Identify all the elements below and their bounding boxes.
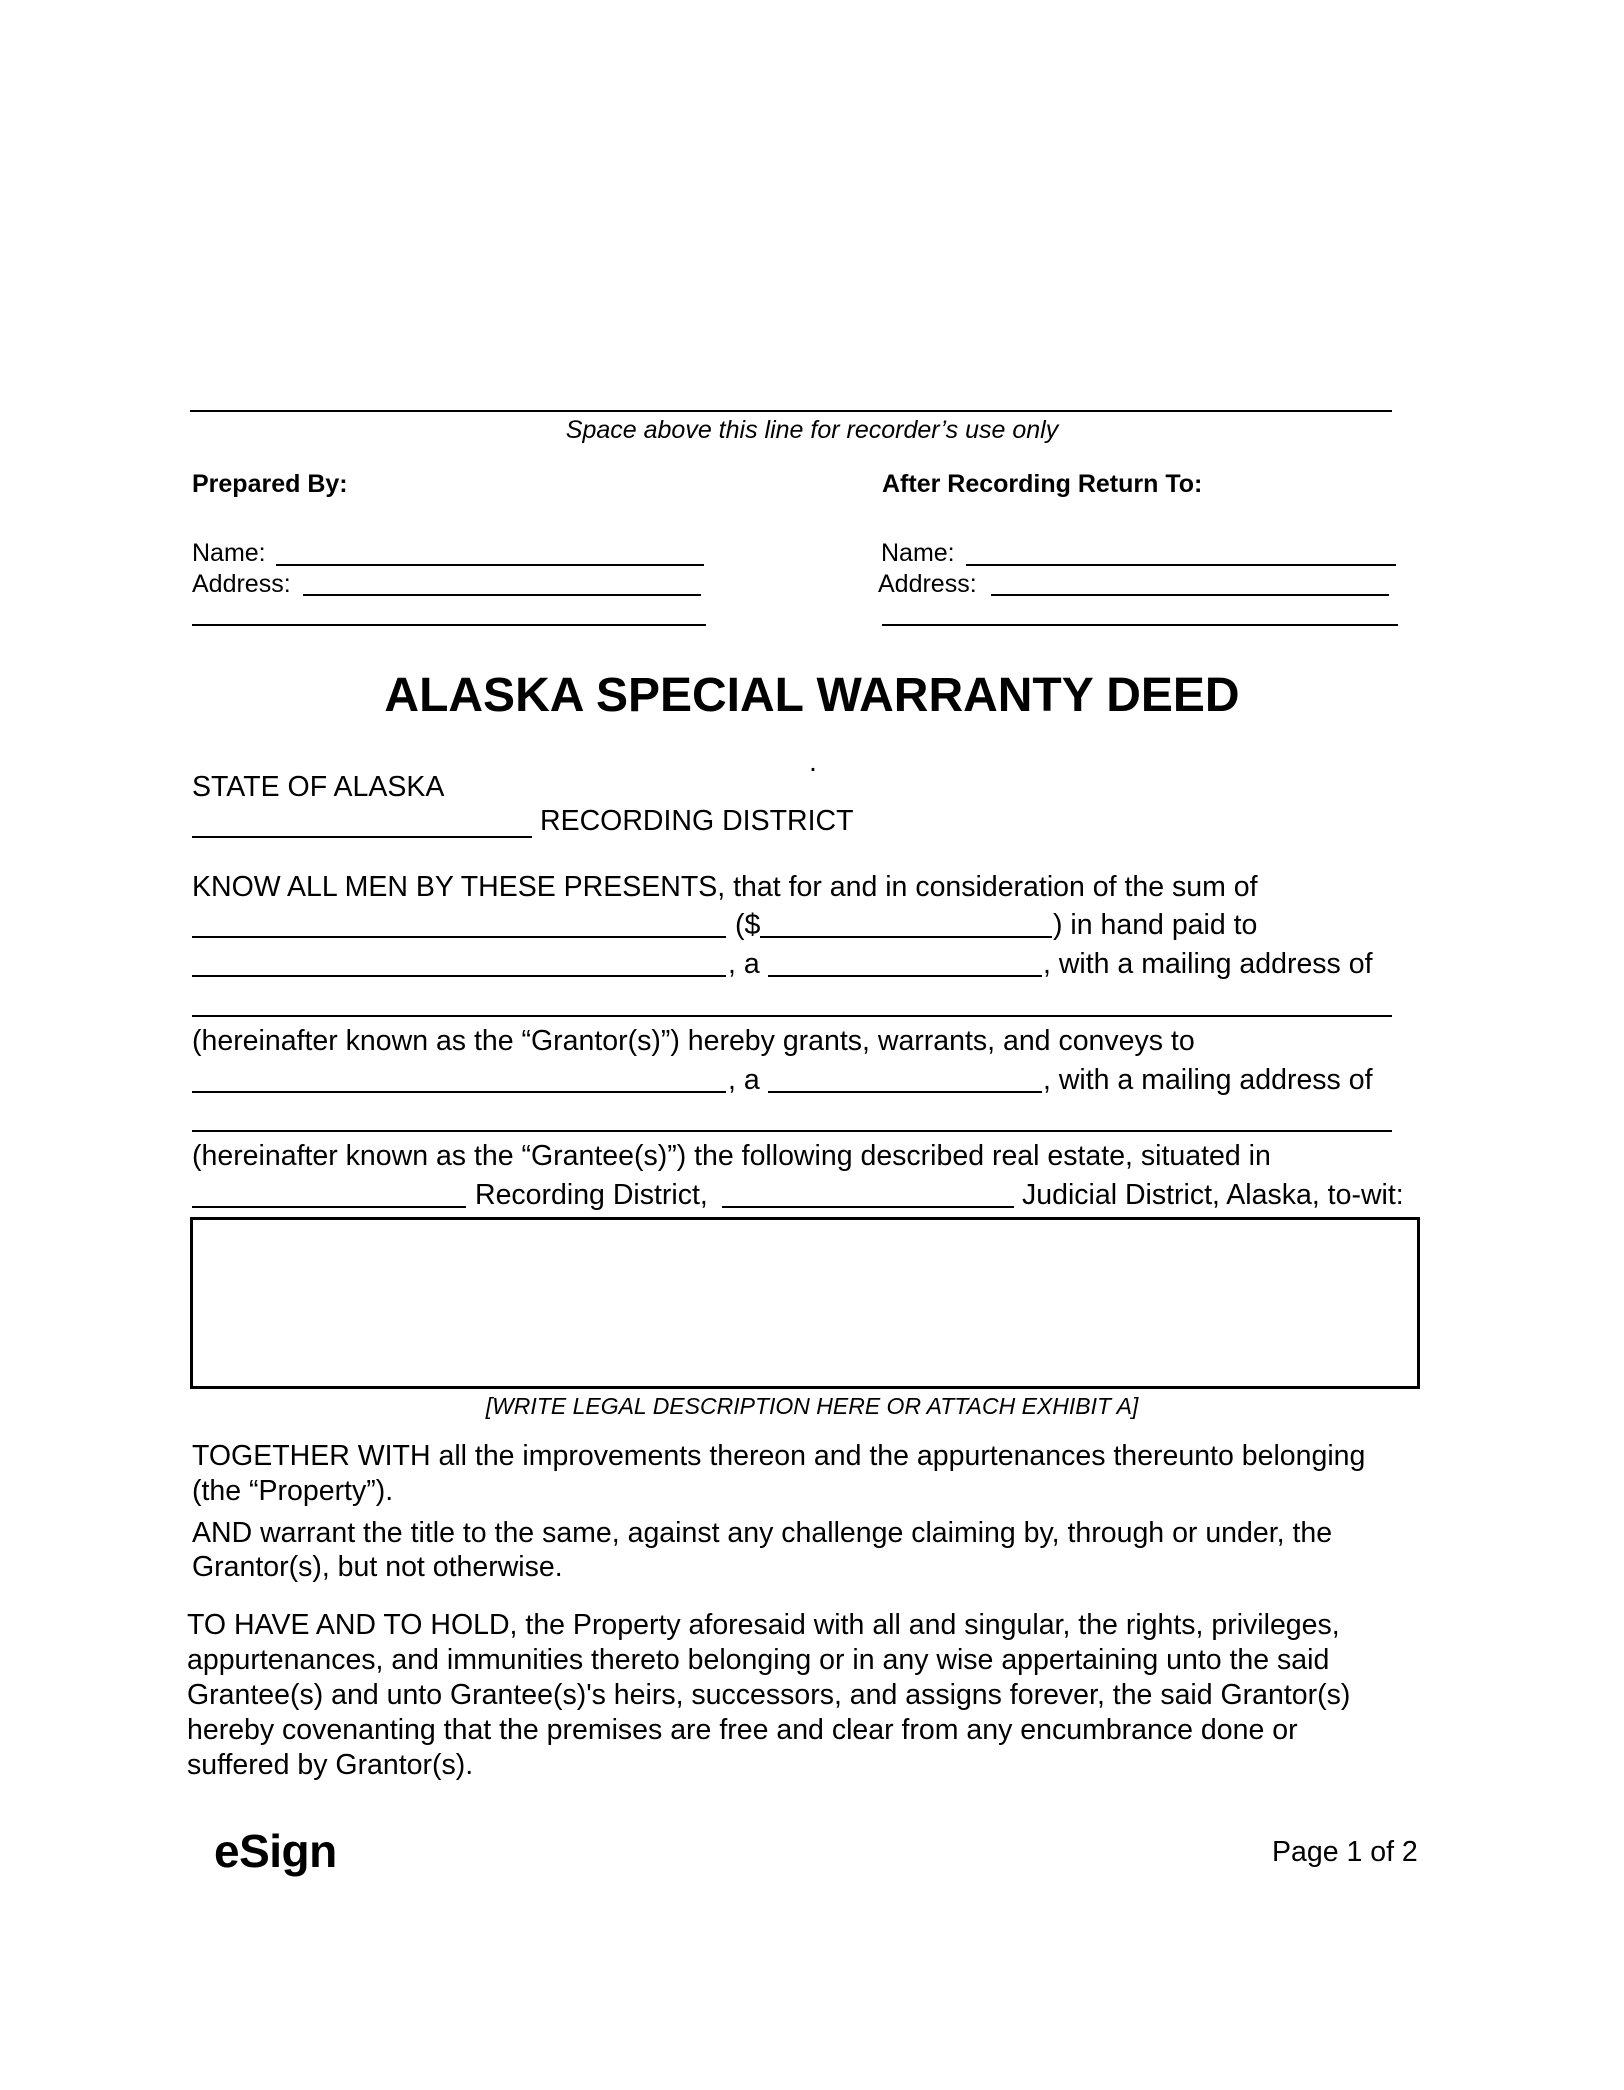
grantor-name-field[interactable] [192,975,726,977]
together-line-2: (the “Property”). [192,1475,394,1507]
return-to-name-field[interactable] [966,564,1396,566]
page-number: Page 1 of 2 [1272,1836,1418,1868]
habendum-line-4: hereby covenanting that the premises are free and clear from any encumbrance done or [187,1714,1298,1746]
habendum-line-5: suffered by Grantor(s). [187,1749,474,1781]
prepared-by-name-label: Name: [192,539,266,567]
consideration-intro: KNOW ALL MEN BY THESE PRESENTS, that for and in consideration of the sum of [192,871,1258,903]
warrant-line-1: AND warrant the title to the same, against any challenge claiming by, through or under, the [192,1517,1333,1549]
habendum-line-3: Grantee(s) and unto Grantee(s)'s heirs, successors, and assigns forever, the said Grantor(s) [187,1679,1351,1711]
judicial-district-suffix: Judicial District, Alaska, to-wit: [1022,1179,1404,1211]
property-recording-district-field[interactable] [192,1206,466,1208]
grantee-address-field[interactable] [192,1130,1392,1132]
consideration-amount-field[interactable] [760,936,1052,938]
recorder-note: Space above this line for recorder’s use only [565,416,1059,444]
grantor-status-field[interactable] [768,975,1042,977]
state-label: STATE OF ALASKA [192,771,445,803]
return-to-address-field-2[interactable] [882,624,1398,626]
grantee-mailing-label: , with a mailing address of [1043,1064,1373,1096]
grantee-clause: (hereinafter known as the “Grantee(s)”) the following described real estate, situated in [192,1140,1271,1172]
consideration-words-field[interactable] [192,936,726,938]
habendum-line-1: TO HAVE AND TO HOLD, the Property aforesaid with all and singular, the rights, privileges, [187,1609,1340,1641]
grantee-name-field[interactable] [192,1091,726,1093]
legal-description-caption: [WRITE LEGAL DESCRIPTION HERE OR ATTACH EXHIBIT A] [485,1393,1139,1419]
warrant-line-2: Grantor(s), but not otherwise. [192,1551,563,1583]
legal-description-box[interactable] [190,1217,1420,1389]
grantor-address-field[interactable] [192,1015,1392,1017]
grantor-mailing-label: , with a mailing address of [1043,948,1373,980]
stray-dot: . [809,746,817,778]
grantee-status-field[interactable] [768,1091,1042,1093]
prepared-by-address-field[interactable] [303,594,701,596]
prepared-by-address-field-2[interactable] [192,624,706,626]
grantee-comma-a: , a [728,1064,760,1096]
judicial-district-field[interactable] [722,1206,1014,1208]
grantor-comma-a: , a [728,948,760,980]
return-to-address-field[interactable] [991,594,1389,596]
recorder-line [190,410,1392,412]
prepared-by-heading: Prepared By: [192,470,348,498]
habendum-line-2: appurtenances, and immunities thereto belonging or in any wise appertaining unto the said [187,1644,1330,1676]
return-to-name-label: Name: [881,539,955,567]
prepared-by-name-field[interactable] [276,564,704,566]
dollar-open: ($ [735,909,761,941]
dollar-close: ) in hand paid to [1053,909,1258,941]
document-title: ALASKA SPECIAL WARRANTY DEED [384,669,1240,722]
return-to-heading: After Recording Return To: [882,470,1203,498]
together-line-1: TOGETHER WITH all the improvements thereon and the appurtenances thereunto belonging [192,1440,1366,1472]
esign-logo: eSign [214,1825,337,1877]
prepared-by-address-label: Address: [192,570,291,598]
grantor-clause: (hereinafter known as the “Grantor(s)”) hereby grants, warrants, and conveys to [192,1025,1195,1057]
recording-district-field[interactable] [192,836,532,838]
recording-district-suffix: Recording District, [475,1179,708,1211]
recording-district-label: RECORDING DISTRICT [540,805,854,837]
return-to-address-label: Address: [878,570,977,598]
